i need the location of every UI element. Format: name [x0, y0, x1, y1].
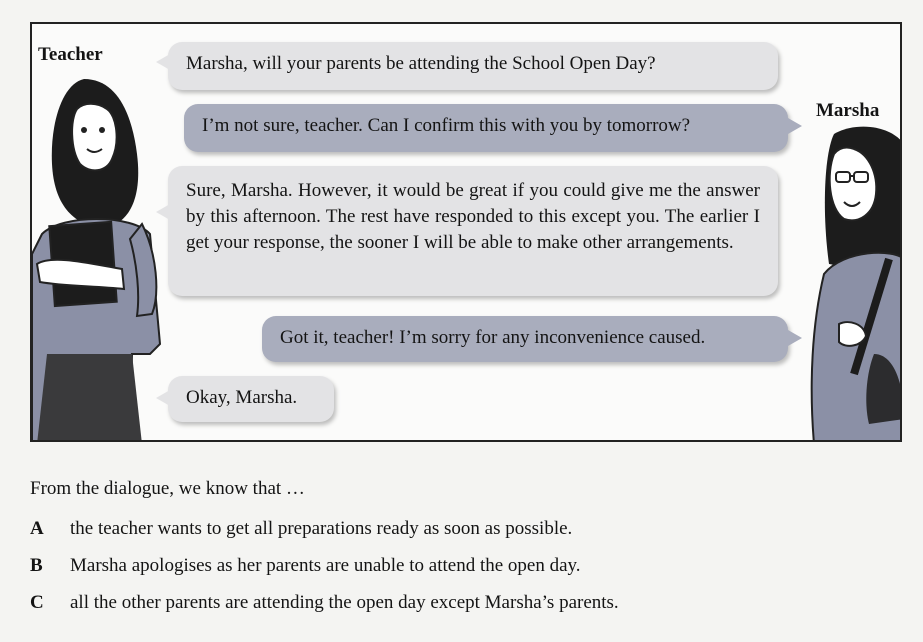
bubble-tail: [156, 390, 170, 406]
dialogue-bubble-marsha-1: [184, 104, 788, 152]
teacher-name-label: Teacher: [38, 44, 103, 65]
marsha-name-label: Marsha: [816, 100, 880, 121]
dialogue-text: Got it, teacher! I’m sorry for any inconvenience caused.: [280, 327, 706, 348]
option-text: Marsha apologises as her parents are unable to attend the open day.: [70, 555, 581, 576]
bubble-tail: [788, 118, 802, 134]
bubble-tail: [788, 330, 802, 346]
option-letter: A: [30, 518, 44, 539]
option-text: all the other parents are attending the open day except Marsha’s parents.: [70, 592, 619, 613]
dialogue-text: Sure, Marsha. However, it would be great if you could give me the answer by this afternoon. The rest have responded to this except you. The earlier I get your response, the sooner I will be able to make other arrangements.: [186, 180, 760, 253]
dialogue-bubble-marsha-2: [262, 316, 788, 362]
option-b[interactable]: [30, 555, 581, 577]
bubble-tail: [156, 54, 170, 70]
dialogue-text: Okay, Marsha.: [186, 387, 298, 408]
dialogue-bubble-teacher-1: [168, 42, 778, 90]
option-letter: B: [30, 555, 43, 576]
bubble-tail: [156, 204, 170, 220]
option-a[interactable]: [30, 518, 572, 540]
marsha-illustration: [794, 24, 902, 442]
question-stem: From the dialogue, we know that …: [30, 478, 305, 499]
dialogue-text: Marsha, will your parents be attending the School Open Day?: [186, 53, 656, 74]
dialogue-panel: [30, 22, 902, 442]
option-text: the teacher wants to get all preparations ready as soon as possible.: [70, 518, 573, 539]
dialogue-text: I’m not sure, teacher. Can I confirm this with you by tomorrow?: [202, 115, 691, 136]
dialogue-bubble-teacher-2: [168, 166, 778, 296]
dialogue-bubble-teacher-3: [168, 376, 334, 422]
option-c[interactable]: [30, 592, 619, 614]
option-letter: C: [30, 592, 44, 613]
